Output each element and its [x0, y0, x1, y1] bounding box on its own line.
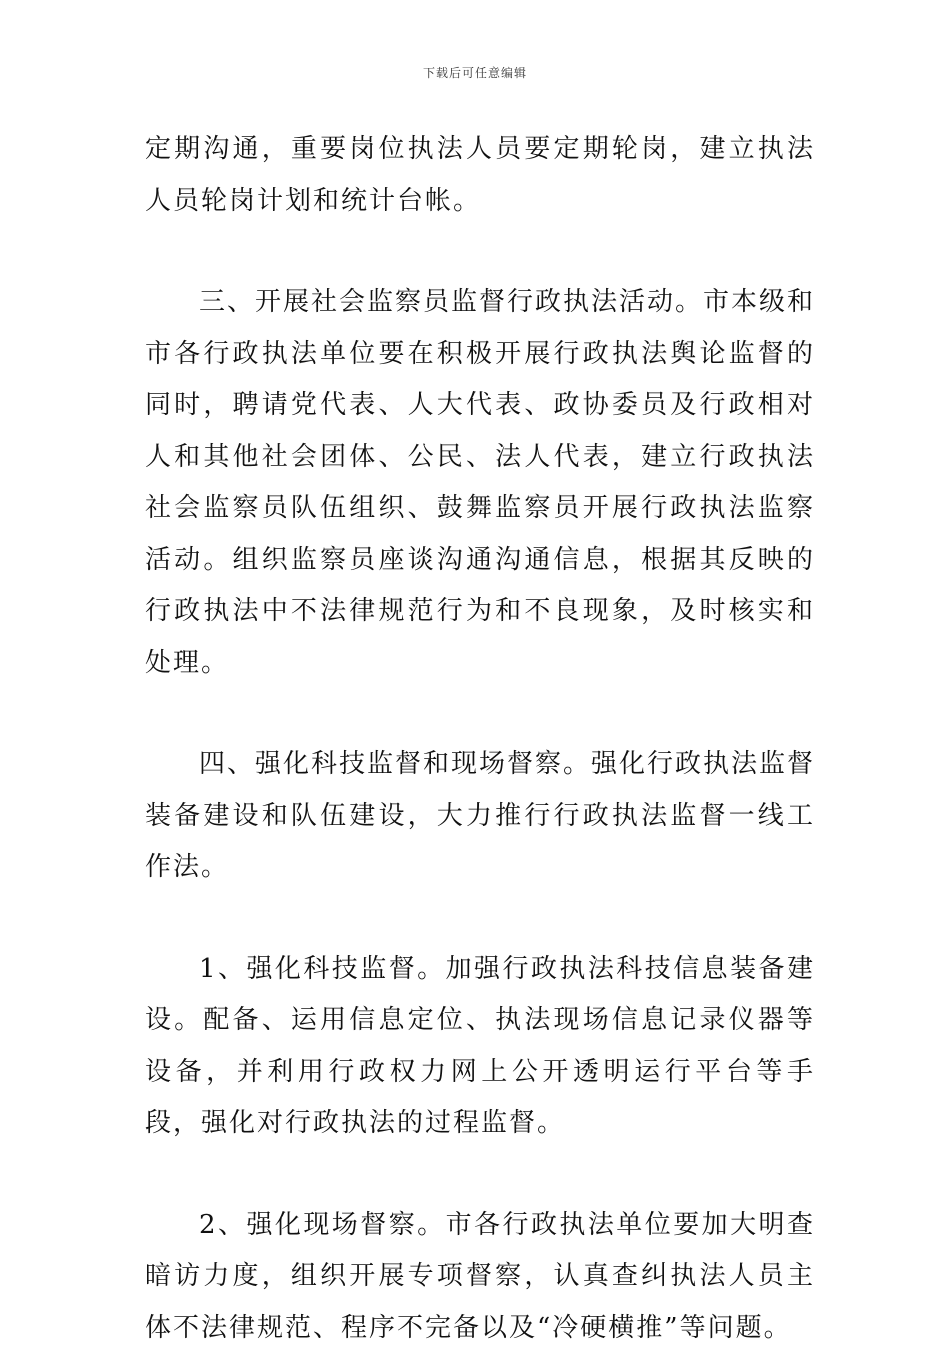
paragraph-gap [145, 894, 815, 944]
paragraph-item-one: 1、强化科技监督。加强行政执法科技信息装备建设。配备、运用信息定位、执法现场信息记录仪器等设备，并利用行政权力网上公开透明运行平台等手段，强化对行政执法的过程监督。 [145, 944, 815, 1150]
paragraph-continuation: 定期沟通，重要岗位执法人员要定期轮岗，建立执法人员轮岗计划和统计台帐。 [145, 124, 815, 227]
paragraph-gap [145, 227, 815, 277]
paragraph-item-two: 2、强化现场督察。市各行政执法单位要加大明查暗访力度，组织开展专项督察，认真查纠执法人员主体不法律规范、程序不完备以及“冷硬横推”等问题。 [145, 1200, 815, 1354]
paragraph-section-three: 三、开展社会监察员监督行政执法活动。市本级和市各行政执法单位要在积极开展行政执法舆论监督的同时，聘请党代表、人大代表、政协委员及行政相对人和其他社会团体、公民、法人代表，建立行政执法社会监察员队伍组织、鼓舞监察员开展行政执法监察活动。组织监察员座谈沟通沟通信息，根据其反映的行政执法中不法律规范行为和不良现象，及时核实和处理。 [145, 277, 815, 689]
paragraph-section-four: 四、强化科技监督和现场督察。强化行政执法监督装备建设和队伍建设，大力推行行政执法监督一线工作法。 [145, 739, 815, 894]
paragraph-gap [145, 1150, 815, 1200]
document-body [145, 124, 815, 1354]
page-header: 下载后可任意编辑 [0, 64, 950, 81]
paragraph-gap [145, 689, 815, 739]
